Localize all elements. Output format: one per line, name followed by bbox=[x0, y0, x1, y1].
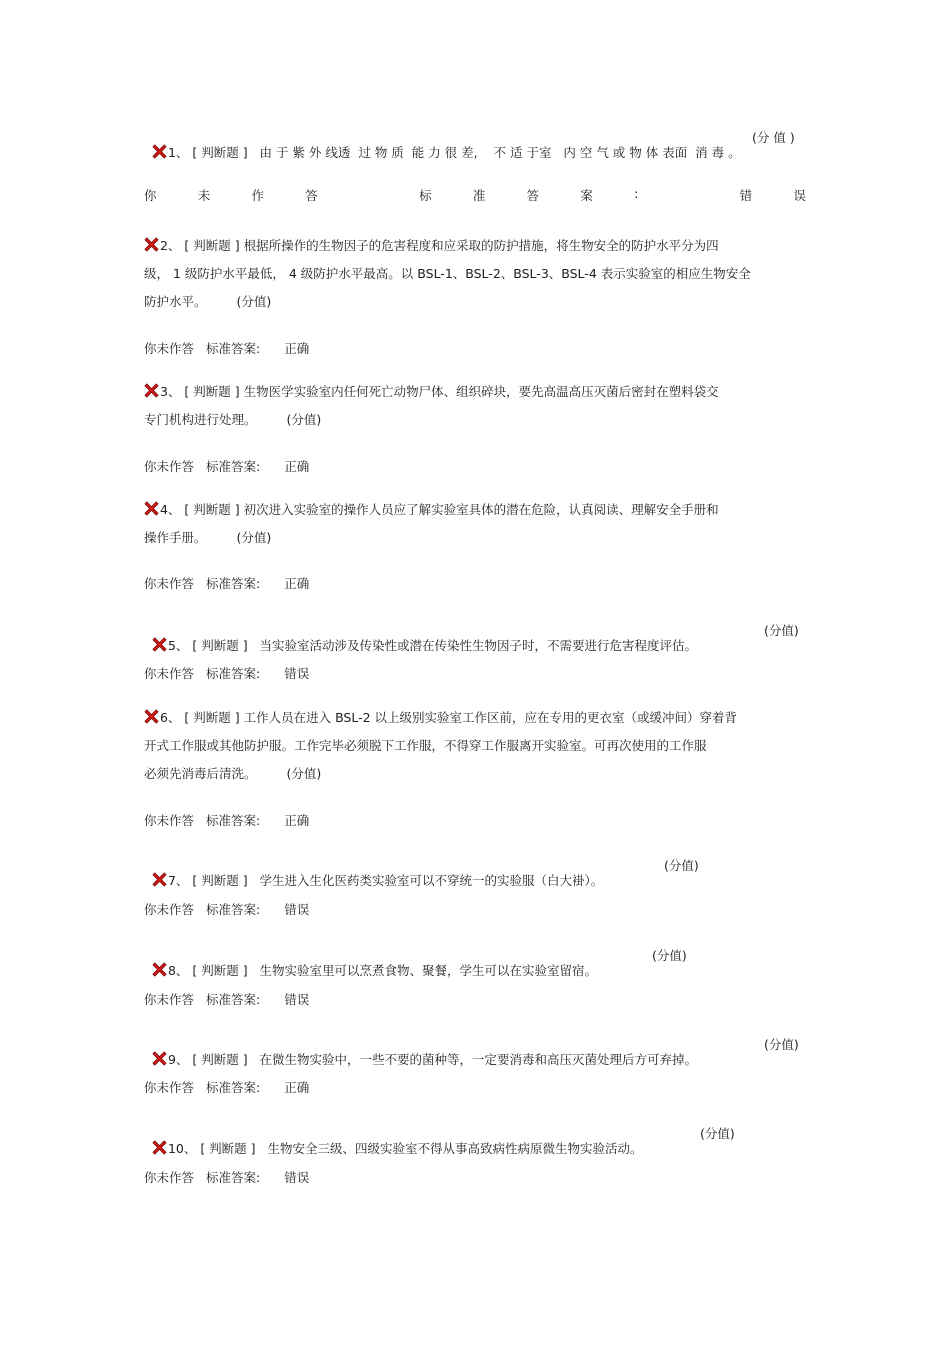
score-label: (分值) bbox=[664, 858, 699, 873]
question-10: 10、 [ 判断题 ] 生物安全三级、四级实验室不得从事高致病性病原微生物实验活动。 bbox=[144, 1124, 642, 1157]
score-label: (分 值 ) bbox=[752, 130, 795, 145]
wrong-x-icon bbox=[152, 1140, 167, 1155]
question-1: 1、 [ 判断题 ] 由 于 紫 外 线透 过 物 质 能 力 很 差, 不 适 于室 内 空 气 或 物 体 表面 消 毒 。 bbox=[144, 128, 741, 161]
answer-row-spread: 你 未 作 答 标 准 答 案 : 错 误 bbox=[144, 186, 806, 203]
wrong-x-icon bbox=[144, 383, 159, 398]
question-3: 3、 [ 判断题 ] 生物医学实验室内任何死亡动物尸体、组织碎块，要先高温高压灭菌后密封在塑料袋交 专门机构进行处理。 (分值) bbox=[144, 384, 719, 427]
wrong-x-icon bbox=[152, 872, 167, 887]
score-label: (分值) bbox=[700, 1126, 735, 1141]
answer-row: 你未作答 标准答案: 正确 bbox=[144, 1080, 310, 1095]
wrong-x-icon bbox=[144, 237, 159, 252]
score-label: (分值) bbox=[652, 948, 687, 963]
question-9: 9、 [ 判断题 ] 在微生物实验中，一些不要的菌种等，一定要消毒和高压灭菌处理后方可弃掉。 bbox=[144, 1035, 697, 1068]
answer-row: 你未作答 标准答案: 正确 bbox=[144, 576, 310, 591]
question-5: 5、 [ 判断题 ] 当实验室活动涉及传染性或潜在传染性生物因子时，不需要进行危害程度评估。 bbox=[144, 621, 697, 654]
wrong-x-icon bbox=[152, 144, 167, 159]
wrong-x-icon bbox=[152, 962, 167, 977]
answer-row: 你未作答 标准答案: 正确 bbox=[144, 341, 310, 356]
answer-row: 你未作答 标准答案: 错误 bbox=[144, 666, 310, 681]
answer-row: 你未作答 标准答案: 错误 bbox=[144, 1170, 310, 1185]
answer-row: 你未作答 标准答案: 错误 bbox=[144, 992, 310, 1007]
question-8: 8、 [ 判断题 ] 生物实验室里可以烹煮食物、聚餐，学生可以在实验室留宿。 bbox=[144, 946, 597, 979]
answer-row: 你未作答 标准答案: 正确 bbox=[144, 459, 310, 474]
answer-row: 你未作答 标准答案: 正确 bbox=[144, 813, 310, 828]
question-4: 4、 [ 判断题 ] 初次进入实验室的操作人员应了解实验室具体的潜在危险，认真阅读、理解安全手册和 操作手册。 (分值) bbox=[144, 502, 719, 545]
question-6: 6、 [ 判断题 ] 工作人员在进入 BSL-2 以上级别实验室工作区前，应在专用的更衣室（或缓冲间）穿着背 开式工作服或其他防护服。工作完毕必须脱下工作服，不得穿工作服离开实验室。可再次使用的工作服 必须先消毒后清洗。 (分值) bbox=[144, 710, 738, 781]
score-label: (分值) bbox=[764, 1037, 799, 1052]
question-2: 2、 [ 判断题 ] 根据所操作的生物因子的危害程度和应采取的防护措施，将生物安全的防护水平分为四 级， 1 级防护水平最低， 4 级防护水平最高。以 BSL-1、BSL-2、BSL-3、BSL-4 表示实验室的相应生物安全 防护水平。 (分值) bbox=[144, 238, 751, 309]
question-7: 7、 [ 判断题 ] 学生进入生化医药类实验室可以不穿统一的实验服（白大褂）。 bbox=[144, 856, 603, 889]
answer-row: 你未作答 标准答案: 错误 bbox=[144, 902, 310, 917]
wrong-x-icon bbox=[144, 709, 159, 724]
wrong-x-icon bbox=[152, 637, 167, 652]
wrong-x-icon bbox=[152, 1051, 167, 1066]
score-label: (分值) bbox=[764, 623, 799, 638]
wrong-x-icon bbox=[144, 501, 159, 516]
